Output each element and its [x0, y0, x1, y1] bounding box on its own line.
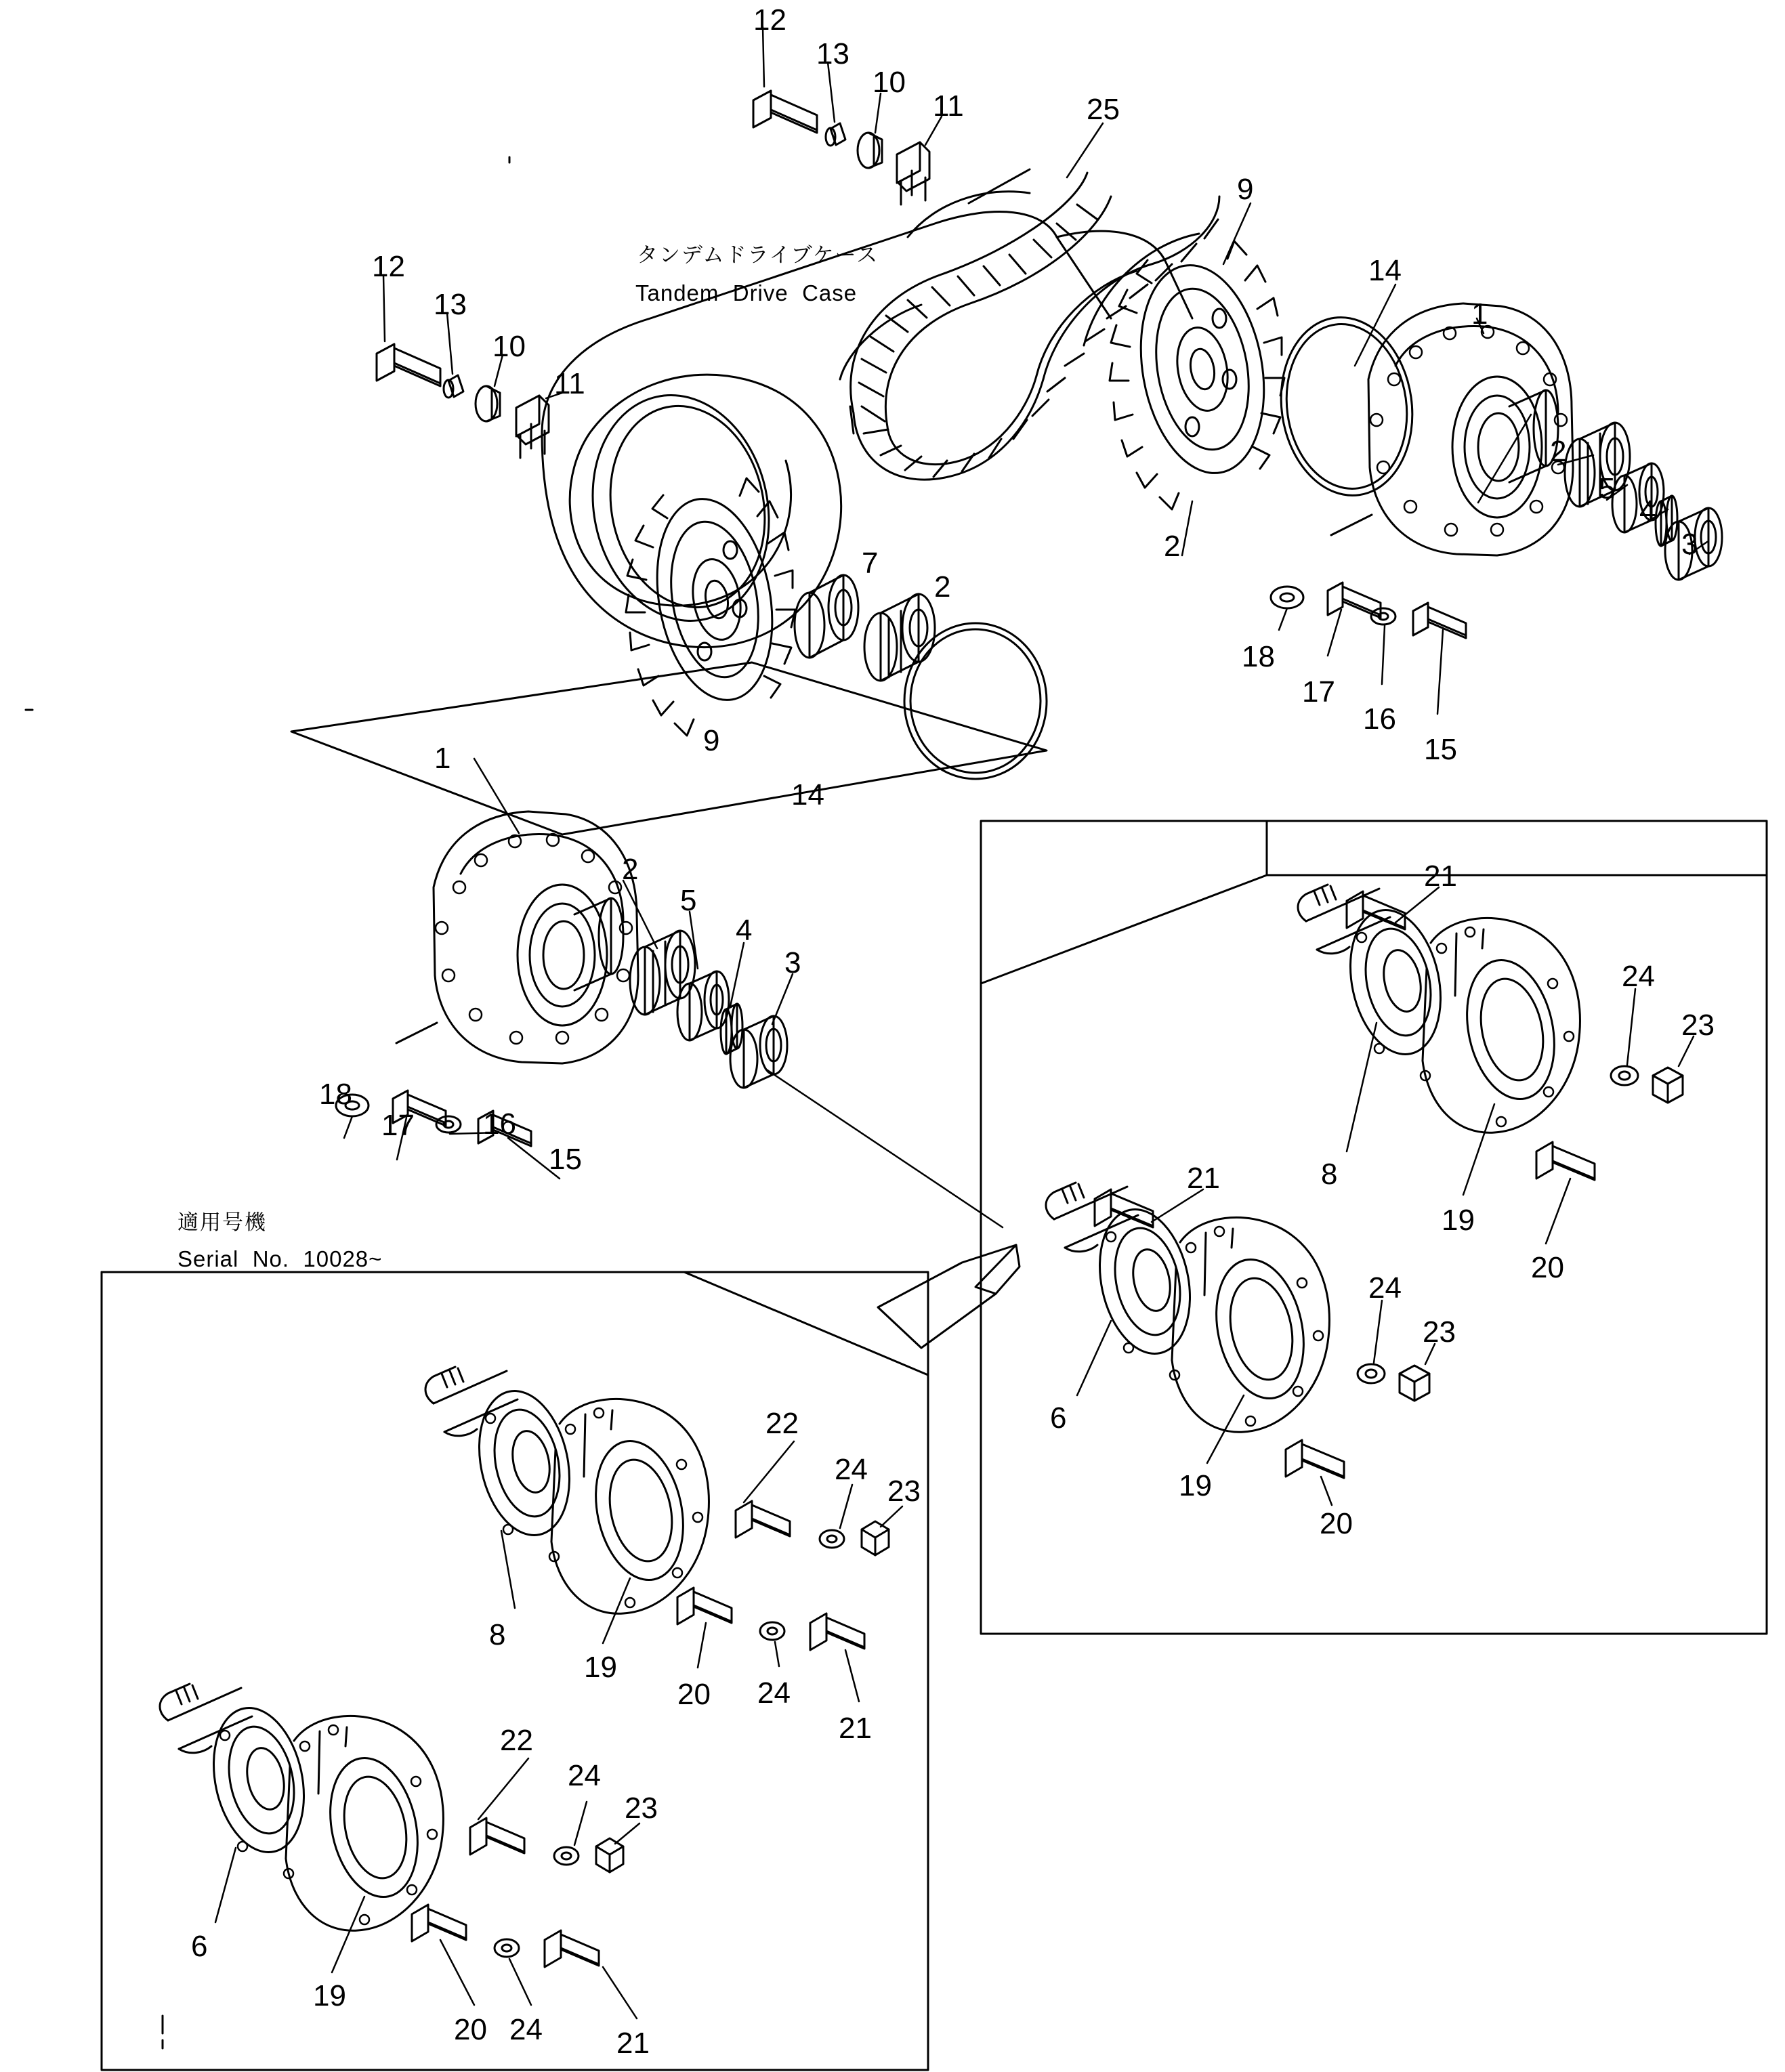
- callout-c-9-right: 9: [1237, 173, 1254, 206]
- callout-c-8-ur: 8: [1321, 1158, 1338, 1191]
- roller-assembly-middle: [1046, 1183, 1429, 1478]
- reference-arrow: [878, 1245, 1020, 1348]
- callout-c-2-left-lower: 2: [622, 853, 639, 886]
- callout-c-15-right: 15: [1424, 733, 1457, 766]
- callout-c-21-ur: 21: [1424, 860, 1457, 893]
- callout-c-20-mr: 20: [1320, 1507, 1353, 1540]
- box-middle-right: [981, 821, 1767, 1634]
- callout-c-3-left: 3: [784, 946, 801, 979]
- callout-c-11-left: 11: [554, 367, 585, 400]
- callout-c-24-bb2: 24: [509, 2013, 543, 2046]
- o-ring-14-left: [904, 623, 1047, 779]
- callout-c-3-right: 3: [1681, 528, 1698, 561]
- callout-c-13-top: 13: [816, 37, 849, 70]
- callout-c-14-right: 14: [1368, 254, 1402, 287]
- washer-18-right: [1271, 587, 1303, 608]
- callout-c-2-right-upper: 2: [1550, 435, 1567, 468]
- callout-c-24-mr: 24: [1368, 1271, 1402, 1305]
- callout-c-21-bl: 21: [839, 1712, 872, 1745]
- callout-c-9-left: 9: [703, 724, 720, 757]
- callout-c-18-left: 18: [319, 1078, 352, 1111]
- callout-c-18-right: 18: [1242, 640, 1275, 673]
- callout-c-17-right: 17: [1302, 675, 1335, 709]
- callout-c-20-bb: 20: [454, 2013, 487, 2046]
- callout-c-2-mid: 2: [1164, 530, 1181, 563]
- serial-note-en: Serial No. 10028~: [177, 1246, 383, 1271]
- callout-c-4-right: 4: [1639, 494, 1656, 528]
- callout-c-19-ur: 19: [1442, 1204, 1475, 1237]
- callout-c-1-right: 1: [1471, 297, 1488, 331]
- callout-c-11-top: 11: [933, 89, 964, 123]
- callout-c-22-bl: 22: [765, 1407, 799, 1440]
- callout-c-24-bl1: 24: [835, 1453, 868, 1486]
- callout-c-2-left-upper: 2: [934, 570, 951, 604]
- bolt-group-top: [753, 91, 929, 205]
- sprocket-left-9: [626, 478, 795, 736]
- callout-c-19-bl: 19: [584, 1651, 617, 1684]
- callout-c-24-bl2: 24: [757, 1676, 791, 1710]
- bearing-2-left-mid: [864, 594, 935, 681]
- callout-c-1-left: 1: [434, 742, 451, 775]
- callout-c-21-mr: 21: [1187, 1162, 1220, 1195]
- callout-c-16-right: 16: [1363, 702, 1396, 736]
- sprocket-right-9: [1110, 241, 1284, 509]
- callout-c-10-left: 10: [492, 330, 526, 363]
- washer-16-left: [436, 1116, 461, 1133]
- bolt-15-right: [1413, 603, 1466, 638]
- callout-c-6-bb: 6: [191, 1930, 208, 1963]
- callout-c-19-bb: 19: [313, 1979, 346, 2012]
- callout-c-25: 25: [1087, 93, 1120, 126]
- o-ring-14-right: [1270, 309, 1424, 504]
- callout-c-19-mr: 19: [1179, 1469, 1212, 1502]
- callout-c-10-top: 10: [873, 66, 906, 99]
- washer-16-right: [1371, 608, 1395, 625]
- callout-c-7: 7: [862, 547, 879, 580]
- callout-c-15-left: 15: [549, 1143, 582, 1176]
- roller-assembly-bottom-a: [425, 1367, 889, 1650]
- callout-c-6-mr: 6: [1050, 1401, 1067, 1435]
- bearing-2-left-a: [630, 931, 695, 1015]
- callout-c-23-bl: 23: [887, 1475, 921, 1508]
- callout-c-23-ur: 23: [1681, 1009, 1715, 1042]
- bearing-2-right-a: [1565, 423, 1630, 507]
- callout-c-24-ur: 24: [1622, 960, 1655, 993]
- callout-c-13-left: 13: [434, 288, 467, 321]
- callout-c-21-bb: 21: [616, 2027, 650, 2060]
- case-title-jp: タンデムドライブケース: [637, 243, 879, 268]
- callout-c-12-left: 12: [372, 250, 405, 283]
- collar-7: [795, 575, 858, 658]
- callout-c-16-left: 16: [483, 1107, 516, 1141]
- callout-c-5-right: 5: [1599, 472, 1616, 505]
- callout-c-8-bl: 8: [489, 1618, 506, 1651]
- callout-c-5-left: 5: [680, 884, 697, 917]
- callout-c-17-left: 17: [381, 1109, 415, 1142]
- callout-c-20-bl: 20: [677, 1678, 711, 1711]
- callout-c-20-ur: 20: [1531, 1251, 1564, 1284]
- serial-note-jp: 適用号機: [177, 1210, 267, 1235]
- housing-1-left: [396, 811, 638, 1063]
- callout-c-22-bb: 22: [500, 1724, 533, 1757]
- case-title-en: Tandem Drive Case: [635, 280, 858, 305]
- callout-c-12-top: 12: [753, 3, 786, 37]
- callout-c-23-mr: 23: [1423, 1315, 1456, 1349]
- callout-c-4-left: 4: [736, 914, 753, 947]
- frame-upper-left: [291, 662, 1047, 834]
- roller-assembly-upper-right: [1298, 885, 1683, 1180]
- roller-assembly-bottom-b: [160, 1684, 623, 1967]
- callout-c-23-bb: 23: [625, 1792, 658, 1825]
- callout-c-14-left: 14: [791, 778, 824, 811]
- callout-c-24-bb1: 24: [568, 1759, 601, 1792]
